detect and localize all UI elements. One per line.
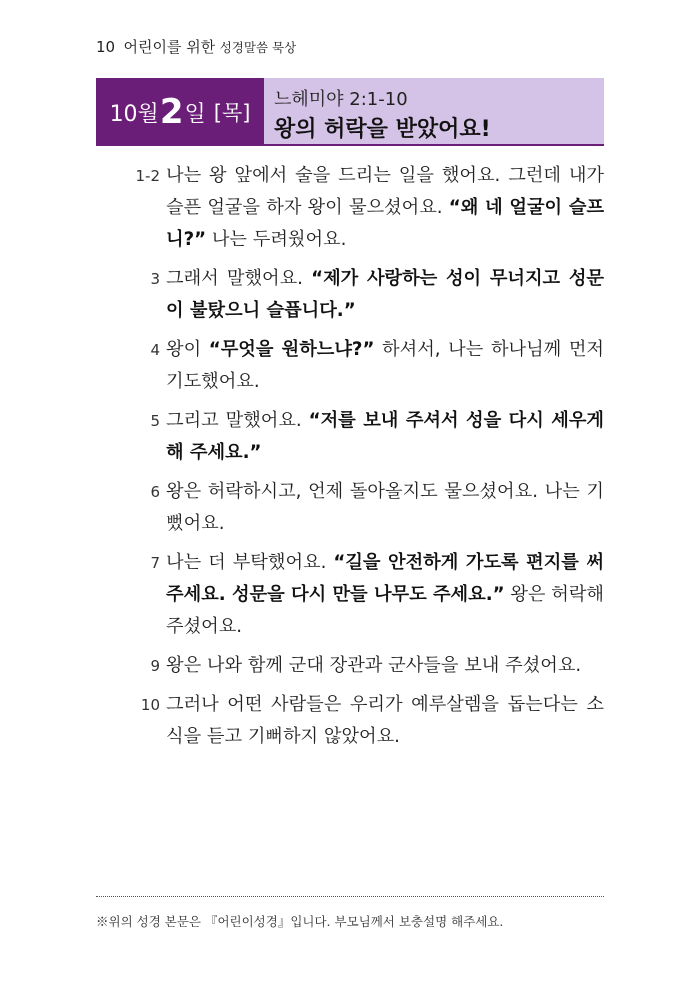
date-box bbox=[96, 78, 264, 146]
narration: 그러나 어떤 사람들은 우리가 예루살렘을 돕는다는 소식을 듣고 기뻐하지 않았어요. bbox=[166, 694, 604, 747]
verse bbox=[128, 160, 604, 256]
devotion-title: 왕의 허락을 받았어요! bbox=[274, 117, 491, 142]
quoted-speech: “제가 사랑하는 성이 무너지고 성문이 불탔으니 슬픕니다.” bbox=[166, 268, 605, 321]
narration: 왕은 허락해 주셨어요. bbox=[166, 584, 604, 637]
quoted-speech: “왜 네 얼굴이 슬프니?” bbox=[166, 197, 605, 250]
narration: 나는 왕 앞에서 술을 드리는 일을 했어요. 그런데 내가 슬픈 얼굴을 하자 왕이 물으셨어요. bbox=[166, 165, 604, 218]
verse-text bbox=[166, 689, 604, 753]
narration: 왕은 허락하시고, 언제 돌아올지도 물으셨어요. 나는 기뻤어요. bbox=[166, 481, 604, 534]
quoted-speech: “무엇을 원하느냐?” bbox=[208, 339, 375, 360]
verse bbox=[128, 263, 604, 327]
book-title-sub: 성경말씀 묵상 bbox=[219, 40, 297, 55]
verse bbox=[128, 334, 604, 398]
book-title-main: 어린이를 위한 bbox=[123, 38, 216, 56]
scripture-reference: 느헤미야 2:1-10 bbox=[274, 89, 408, 110]
running-head bbox=[96, 36, 296, 57]
verse bbox=[128, 405, 604, 469]
devotion-header bbox=[96, 78, 604, 146]
narration: 그리고 말했어요. bbox=[166, 410, 309, 431]
verse-text bbox=[166, 263, 604, 327]
quoted-speech: “길을 안전하게 가도록 편지를 써 주세요. 성문을 다시 만들 나무도 주세요.” bbox=[166, 552, 604, 605]
verse-number: 3 bbox=[150, 270, 160, 288]
verse bbox=[128, 689, 604, 753]
footnote: ※위의 성경 본문은 『어린이성경』입니다. 부모님께서 보충설명 해주세요. bbox=[96, 914, 504, 929]
verse-number: 10 bbox=[140, 696, 160, 714]
verse-number: 4 bbox=[150, 341, 160, 359]
verse-text bbox=[166, 650, 604, 682]
narration: 나는 두려웠어요. bbox=[206, 229, 347, 250]
verse-text bbox=[166, 476, 604, 540]
verse bbox=[128, 547, 604, 643]
footer-divider bbox=[96, 896, 604, 897]
scripture-text bbox=[128, 160, 604, 760]
verse-text bbox=[166, 160, 604, 256]
title-box bbox=[264, 78, 604, 146]
verse bbox=[128, 650, 604, 682]
verse-number: 9 bbox=[150, 657, 160, 675]
page-number: 10 bbox=[96, 38, 116, 56]
verse-number: 1-2 bbox=[135, 167, 160, 185]
verse bbox=[128, 476, 604, 540]
date-month: 10월 bbox=[109, 101, 159, 127]
date-weekday: [목] bbox=[213, 101, 251, 125]
verse-text bbox=[166, 405, 604, 469]
narration: 왕이 bbox=[166, 339, 209, 360]
narration: 왕은 나와 함께 군대 장관과 군사들을 보내 주셨어요. bbox=[166, 655, 582, 676]
verse-text bbox=[166, 547, 604, 643]
narration: 나는 더 부탁했어요. bbox=[166, 552, 334, 573]
date-day: 2 bbox=[159, 92, 184, 132]
verse-number: 5 bbox=[150, 412, 160, 430]
narration: 그래서 말했어요. bbox=[166, 268, 312, 289]
verse-number: 6 bbox=[150, 483, 160, 501]
date-day-unit: 일 bbox=[184, 101, 206, 127]
verse-number: 7 bbox=[150, 554, 160, 572]
verse-text bbox=[166, 334, 604, 398]
narration: 하셔서, 나는 하나님께 먼저 기도했어요. bbox=[166, 339, 605, 392]
quoted-speech: “저를 보내 주셔서 성을 다시 세우게 해 주세요.” bbox=[166, 410, 604, 463]
